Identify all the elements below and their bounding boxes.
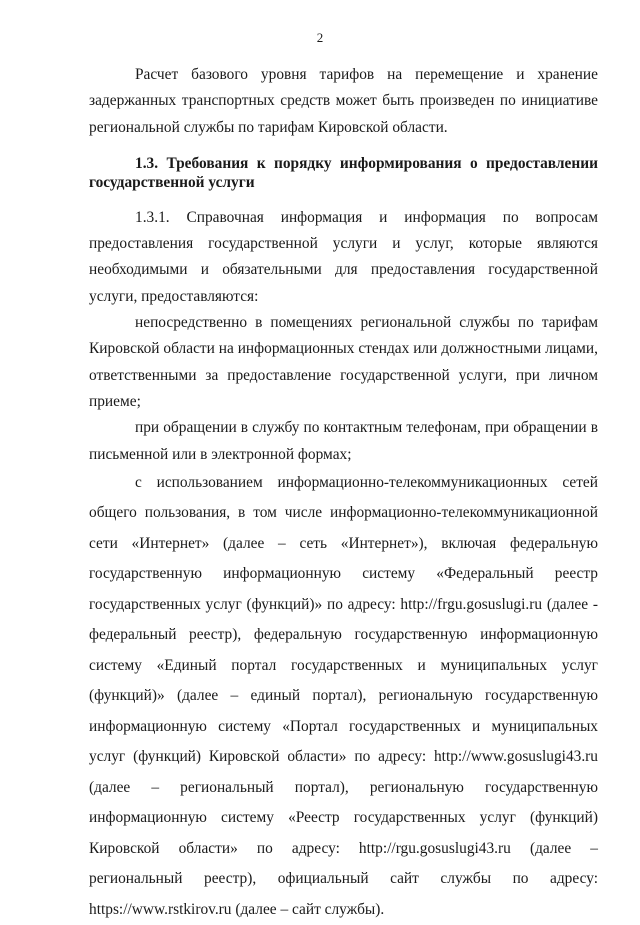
document-body <box>89 62 598 925</box>
paragraph-internet: с использованием информационно-телекоммуникационных сетей общего пользования, в том числе информационно-телекоммуникационной сети «Интернет» (далее – сеть «Интернет»), включая федеральную государственную информационную систему «Федеральный реестр государственных услуг (функций)» по адресу: http://frgu.gosuslugi.ru (далее - федеральный реестр), федеральную государственную информационную систему «Единый портал государственных и муниципальных услуг (функций)» (далее – единый портал), региональную государственную информационную систему «Портал государственных и муниципальных услуг (функций) Кировской области» по адресу: http://www.gosuslugi43.ru (далее – региональный портал), региональную государственную информационную систему «Реестр государственных услуг (функций) Кировской области» по адресу: http://rgu.gosuslugi43.ru (далее – региональный реестр), официальный сайт службы по адресу: https://www.rstkirov.ru (далее – сайт службы). <box>89 473 598 918</box>
paragraph-reference-info: 1.3.1. Справочная информация и информация по вопросам предоставления государственной услуги и услуг, которые являются необходимыми и обязательными для предоставления государственной услуги, предоставляются: <box>89 208 598 305</box>
paragraph-tariff-calculation: Расчет базового уровня тарифов на перемещение и хранение задержанных транспортных средств может быть произведен по инициативе региональной службы по тарифам Кировской области. <box>89 66 598 136</box>
paragraph-by-phone: при обращении в службу по контактным телефонам, при обращении в письменной или в электронной формах; <box>89 419 598 463</box>
paragraph-in-person: непосредственно в помещениях региональной службы по тарифам Кировской области на информационных стендах или должностными лицами, ответственными за предоставление государственной услуги, при личном приеме; <box>89 314 598 410</box>
page-number: 2 <box>316 30 324 45</box>
section-heading: 1.3. Требования к порядку информирования о предоставлении государственной услуги <box>89 154 598 191</box>
